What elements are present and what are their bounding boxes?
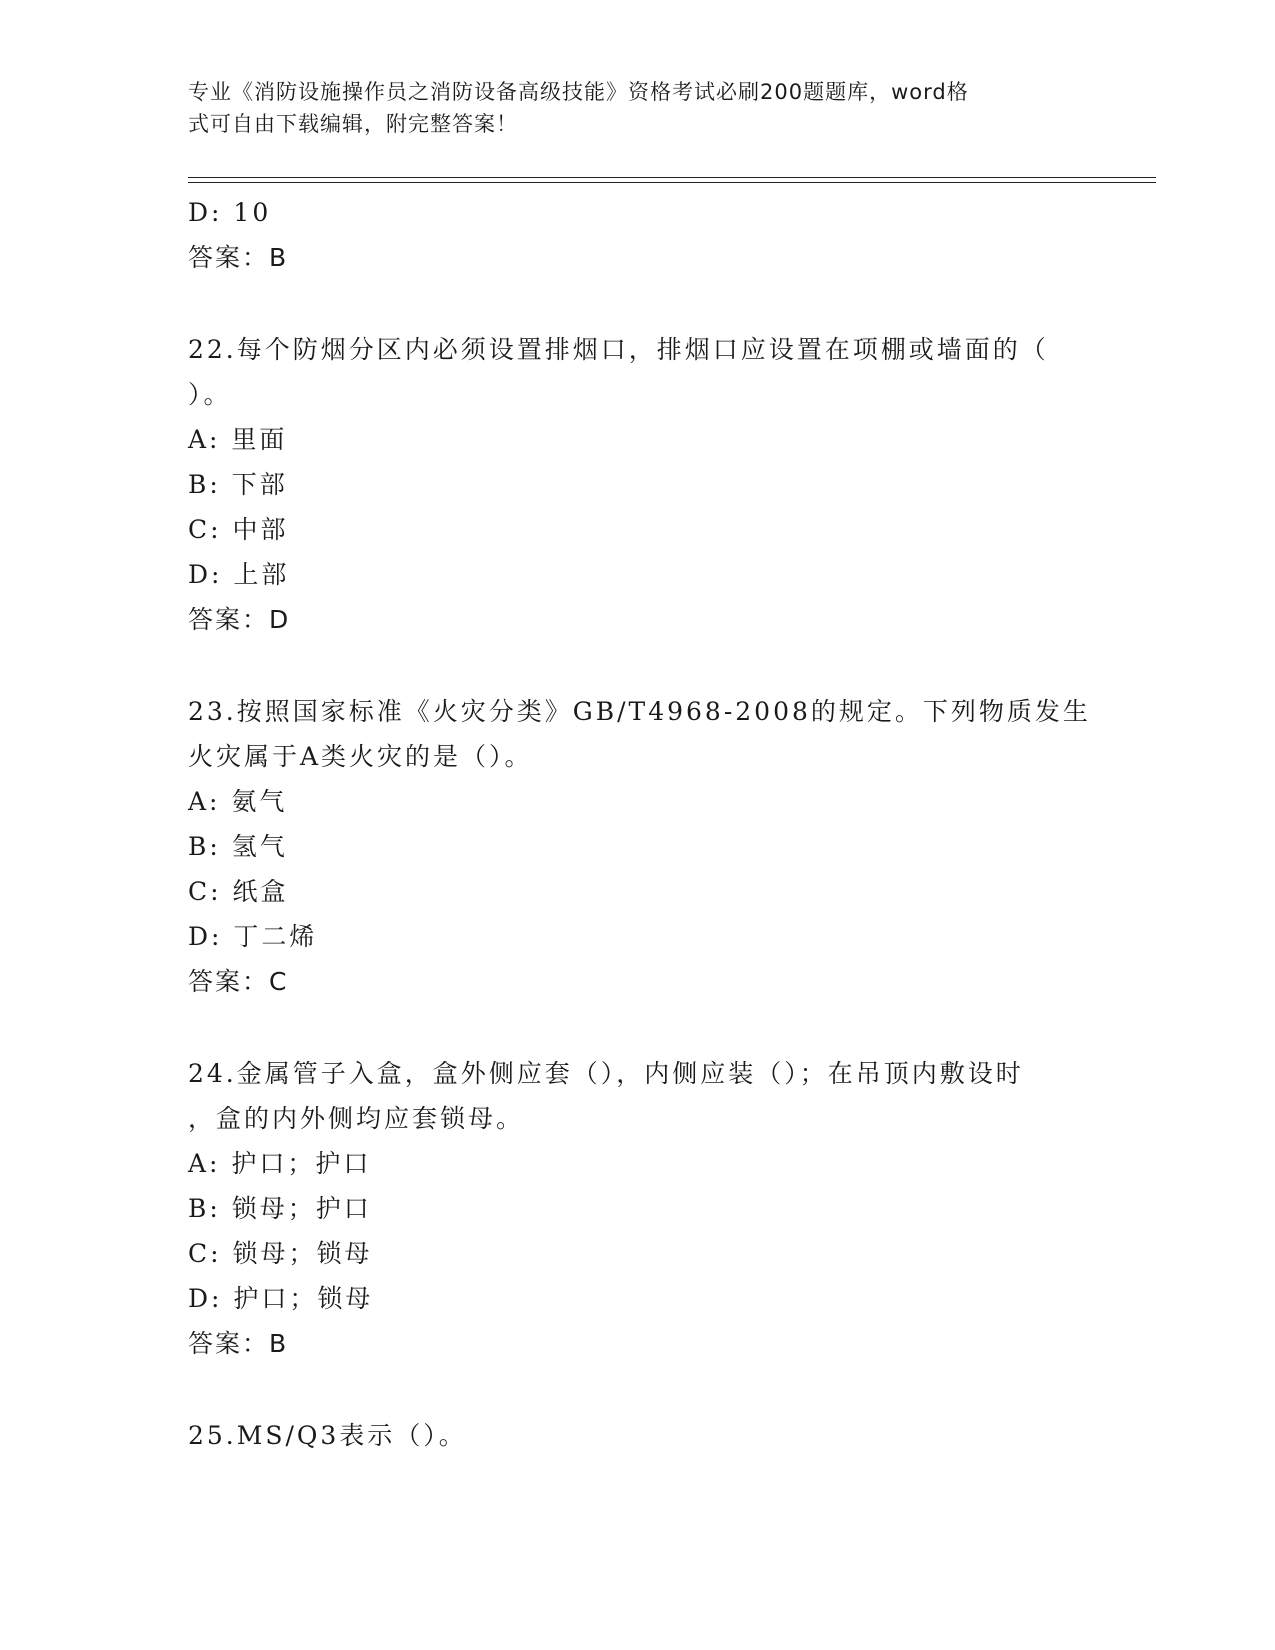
question-25: [188, 1413, 1088, 1458]
question-stem: 25.MS/Q3表示（）。: [188, 1421, 467, 1450]
header-rule-bottom: [188, 182, 1156, 183]
question-22: [188, 327, 1088, 642]
question-stem: 23.按照国家标准《火灾分类》GB/T4968-2008的规定。下列物质发生: [188, 697, 1091, 726]
option-d: D: 护口；锁母: [188, 1284, 374, 1313]
header-line-2: 式可自由下载编辑，附完整答案！: [188, 112, 518, 136]
question-stem-cont: ）。: [188, 380, 232, 409]
question-stem: 24.金属管子入盒，盒外侧应套（），内侧应装（）；在吊顶内敷设时: [188, 1059, 1024, 1088]
question-stem-cont: ，盒的内外侧均应套锁母。: [188, 1104, 525, 1133]
option-c: C: 锁母；锁母: [188, 1239, 373, 1268]
answer: 答案：D: [188, 605, 291, 634]
question-24: [188, 1051, 1088, 1366]
document-body: [188, 190, 1091, 1458]
option-b: B: 氢气: [188, 832, 288, 861]
option-a: A: 氨气: [188, 787, 288, 816]
option-a: A: 护口；护口: [188, 1149, 372, 1178]
option-a: A: 里面: [188, 425, 288, 454]
question-stem: 22.每个防烟分区内必须设置排烟口，排烟口应设置在项棚或墙面的（: [188, 335, 1049, 364]
question-stem-cont: 火灾属于A类火灾的是（）。: [188, 742, 533, 771]
document-header: [188, 76, 1068, 140]
option-b: B: 锁母；护口: [188, 1194, 372, 1223]
prev-option-d: D: 10: [188, 198, 272, 227]
option-d: D: 上部: [188, 560, 290, 589]
answer: 答案：C: [188, 967, 289, 996]
prev-answer: 答案：B: [188, 243, 289, 272]
option-c: C: 中部: [188, 515, 289, 544]
question-23: [188, 689, 1091, 1004]
answer: 答案：B: [188, 1329, 289, 1358]
option-b: B: 下部: [188, 470, 288, 499]
option-d: D: 丁二烯: [188, 922, 318, 951]
header-rule-top: [188, 177, 1156, 178]
header-line-1: 专业《消防设施操作员之消防设备高级技能》资格考试必刷200题题库，word格: [188, 80, 969, 104]
option-c: C: 纸盒: [188, 877, 289, 906]
